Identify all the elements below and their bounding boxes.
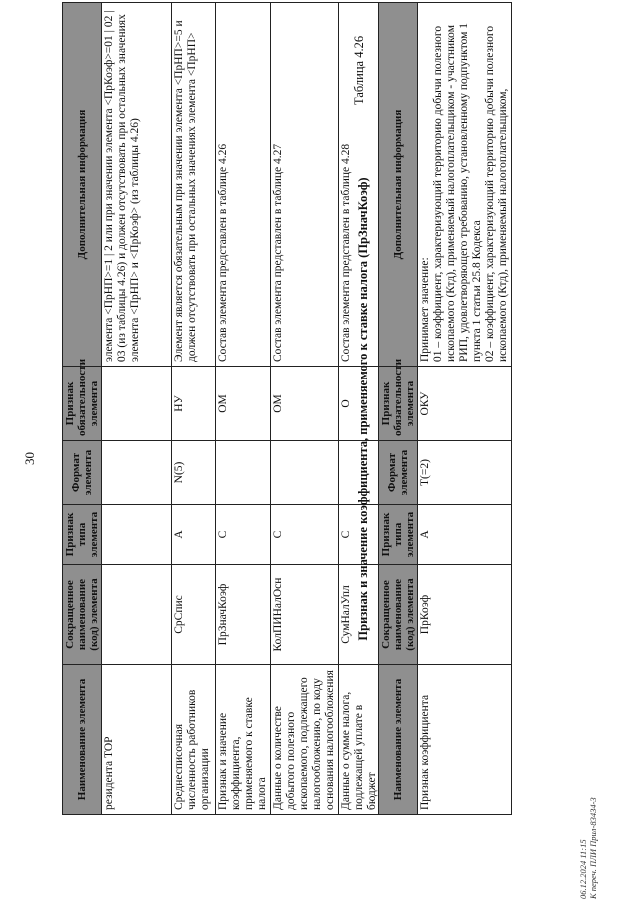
cell-info	[418, 3, 512, 367]
table-row	[102, 3, 172, 815]
cell-name: Среднесписочная численность работников организации	[172, 665, 216, 815]
cell-code: КолПИНалОсн	[271, 565, 339, 665]
table-header-row	[379, 3, 418, 815]
col-header-format: Формат элемента	[63, 441, 102, 505]
col-header-name: Наименование элемента	[63, 665, 102, 815]
list-item: 02 – коэффициент, характеризующий территорию добычи полезного ископаемого (Ктд), применяемый налогоплательщиком,	[484, 25, 509, 362]
cell-name: Признак коэффициента	[418, 665, 512, 815]
col-header-required: Признак обязательности элемента	[379, 367, 418, 441]
cell-type: С	[216, 505, 271, 565]
col-header-code: Сокращенное наименование (код) элемента	[379, 565, 418, 665]
cell-required	[102, 367, 172, 441]
table-number: Таблица 4.26	[352, 35, 366, 105]
col-header-format: Формат элемента	[379, 441, 418, 505]
cell-type: А	[172, 505, 216, 565]
cell-required: ОМ	[216, 367, 271, 441]
cell-code: СрСпис	[172, 565, 216, 665]
table-row	[418, 3, 512, 815]
list-item: 01 – коэффициент, характеризующий территорию добычи полезного ископаемого (Ктд), применяемый налогоплательщиком - участником РИП, удовлетворяющего требованию, установленному подпунктом 1 пункта 1 статьи 25.8 Кодекса	[432, 22, 483, 362]
cell-required: НУ	[172, 367, 216, 441]
cell-info: Состав элемента представлен в таблице 4.28	[339, 3, 381, 367]
cell-required: ОКУ	[418, 367, 512, 441]
cell-format: T(=2)	[418, 441, 512, 505]
cell-name: резидента ТОР	[102, 665, 172, 815]
cell-format: N(5)	[172, 441, 216, 505]
cell-type	[102, 505, 172, 565]
table-header-row	[63, 3, 102, 815]
footer-line-2: К переч. ПЛИ Прил-83434-3	[588, 797, 598, 899]
cell-info: Состав элемента представлен в таблице 4.27	[271, 3, 339, 367]
table-row	[172, 3, 216, 815]
info-intro: Принимает значение:	[419, 257, 431, 362]
col-header-type: Признак типа элемента	[379, 505, 418, 565]
footer-line-1: 06.12.2024 11:15	[578, 839, 588, 899]
cell-format	[102, 441, 172, 505]
table-title: Признак и значение коэффициента, применяемого к ставке налога (ПрЗначКоэф)	[356, 177, 370, 641]
table-row	[216, 3, 271, 815]
cell-name: Данные о количестве добытого полезного ископаемого, подлежащего налогообложению, по коду основания налогообложения	[271, 665, 339, 815]
cell-code: ПрКоэф	[418, 565, 512, 665]
cell-format	[216, 441, 271, 505]
page-number: 30	[22, 452, 37, 465]
coefficient-table	[378, 2, 512, 815]
footer-stamp	[578, 797, 598, 899]
cell-required: О	[339, 367, 381, 441]
cell-name: Признак и значение коэффициента, применяемого к ставке налога	[216, 665, 271, 815]
cell-format	[271, 441, 339, 505]
table-row	[271, 3, 339, 815]
col-header-info: Дополнительная информация	[63, 3, 102, 367]
col-header-type: Признак типа элемента	[63, 505, 102, 565]
cell-info: Состав элемента представлен в таблице 4.26	[216, 3, 271, 367]
cell-type: С	[271, 505, 339, 565]
col-header-info: Дополнительная информация	[379, 3, 418, 367]
col-header-required: Признак обязательности элемента	[63, 367, 102, 441]
value-list	[432, 7, 510, 362]
cell-type: С	[339, 505, 381, 565]
cell-info: Элемент является обязательным при значении элемента <ПрНП>=5 и должен отсутствовать при остальных значениях элемента <ПрНП>	[172, 3, 216, 367]
cell-type: А	[418, 505, 512, 565]
col-header-code: Сокращенное наименование (код) элемента	[63, 565, 102, 665]
cell-code: ПрЗначКоэф	[216, 565, 271, 665]
cell-name: Данные о сумме налога, подлежащей уплате в бюджет	[339, 665, 381, 815]
elements-table	[62, 2, 381, 815]
cell-code	[102, 565, 172, 665]
col-header-name: Наименование элемента	[379, 665, 418, 815]
cell-code: СумНалУпл	[339, 565, 381, 665]
cell-required: ОМ	[271, 367, 339, 441]
cell-info: элемента <ПрНП>=1 | 2 или при значении элемента <ПрКоэф>=01 | 02 | 03 (из таблицы 4.26) и должен отсутствовать при остальных значениях элемента <ПрНП> и <ПрКоэф> (из таблицы 4.26)	[102, 3, 172, 367]
